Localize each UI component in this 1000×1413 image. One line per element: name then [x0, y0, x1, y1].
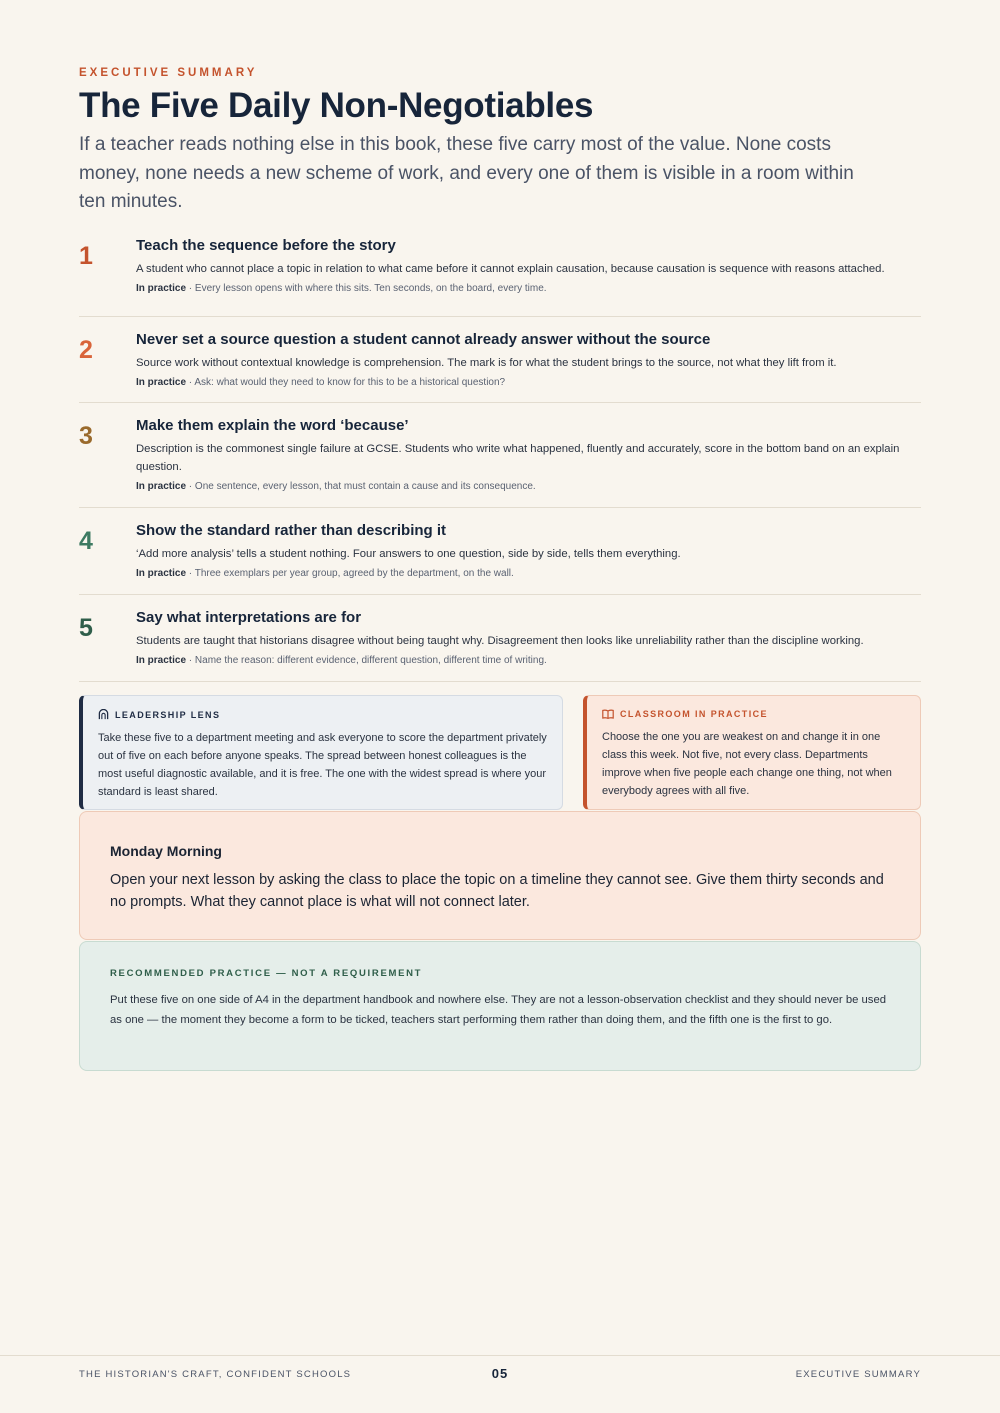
callout-title: LEADERSHIP LENS — [115, 709, 221, 720]
item-title: Make them explain the word ‘because’ — [136, 417, 409, 434]
item-title: Show the standard rather than describing it — [136, 522, 447, 539]
item-practice — [136, 567, 921, 581]
list-item — [79, 508, 921, 595]
practice-text: · Three exemplars per year group, agreed by the department, on the wall. — [186, 568, 514, 579]
callout-text: Choose the one you are weakest on and change it in one class this week. Not five, not every class. Departments improve when five people each change one thing, not when everybody agrees with all five. — [602, 731, 892, 797]
list-item — [79, 236, 921, 317]
monday-morning-text: Open your next lesson by asking the class to place the topic on a timeline they cannot see. Give them thirty seconds and no prompts. What they cannot place is what will not connect later. — [110, 872, 884, 910]
callout-title: CLASSROOM IN PRACTICE — [620, 709, 768, 719]
recommended-practice-box — [79, 941, 921, 1071]
item-number: 4 — [79, 527, 93, 555]
callout-text: Take these five to a department meeting and ask everyone to score the department privately out of five on each before anyone speaks. The spread between honest colleagues is the most useful diagnostic available, and it is free. The one with the widest spread is where your standard is least shared. — [98, 732, 547, 798]
leadership-lens-callout — [79, 695, 563, 810]
page-number: 05 — [491, 1366, 509, 1381]
item-description: Source work without contextual knowledge is comprehension. The mark is for what the student brings to the source, not what they lift from it. — [136, 357, 837, 369]
practice-label: In practice — [136, 283, 187, 294]
practice-text: · Every lesson opens with where this sits. Ten seconds, on the board, every time. — [186, 283, 547, 294]
list-item — [79, 595, 921, 682]
recommended-practice-text: Put these five on one side of A4 in the department handbook and nowhere else. They are not a lesson-observation checklist and they should never be used as one — the moment they become a form to be ticked, teachers start performing them rather than doing them, and the fifth one is the first to go. — [110, 994, 887, 1026]
item-practice — [136, 282, 921, 296]
monday-morning-heading: Monday Morning — [110, 843, 222, 859]
item-practice — [136, 654, 921, 668]
practice-label: In practice — [136, 568, 187, 579]
item-practice — [136, 480, 921, 494]
section-eyebrow: EXECUTIVE SUMMARY — [79, 67, 258, 79]
practice-text: · Ask: what would they need to know for this to be a historical question? — [186, 377, 506, 388]
classroom-in-practice-label — [602, 709, 906, 719]
item-title: Teach the sequence before the story — [136, 237, 396, 254]
book-icon — [602, 709, 614, 719]
practice-text: · Name the reason: different evidence, different question, different time of writing. — [186, 655, 547, 666]
recommended-practice-heading: RECOMMENDED PRACTICE — NOT A REQUIREMENT — [110, 968, 423, 979]
item-description: Description is the commonest single failure at GCSE. Students who write what happened, fluently and accurately, score in the bottom band on an explain question. — [136, 443, 900, 473]
item-number: 5 — [79, 614, 93, 642]
item-practice — [136, 376, 921, 390]
classroom-in-practice-callout — [583, 695, 921, 810]
practice-text: · One sentence, every lesson, that must contain a cause and its consequence. — [186, 481, 536, 492]
item-number: 3 — [79, 422, 93, 450]
monday-morning-box — [79, 811, 921, 940]
footer-book-title: THE HISTORIAN'S CRAFT, CONFIDENT SCHOOLS — [79, 1369, 352, 1380]
list-item — [79, 403, 921, 508]
page-title: The Five Daily Non-Negotiables — [79, 86, 594, 125]
item-title: Say what interpretations are for — [136, 609, 362, 626]
footer-divider — [0, 1355, 1000, 1356]
page-footer — [79, 1366, 921, 1384]
leadership-lens-label — [98, 709, 548, 720]
footer-section-title: EXECUTIVE SUMMARY — [795, 1369, 921, 1380]
non-negotiables-list — [79, 236, 921, 682]
intro-paragraph: If a teacher reads nothing else in this book, these five carry most of the value. None costs money, none needs a new scheme of work, and every one of them is visible in a room within ten minutes. — [79, 134, 854, 212]
arch-icon — [98, 709, 109, 720]
item-title: Never set a source question a student cannot already answer without the source — [136, 331, 711, 348]
practice-label: In practice — [136, 377, 187, 388]
item-description: ‘Add more analysis’ tells a student nothing. Four answers to one question, side by side, tells them everything. — [136, 548, 681, 560]
item-description: Students are taught that historians disagree without being taught why. Disagreement then looks like unreliability rather than the discipline working. — [136, 635, 864, 647]
item-number: 1 — [79, 242, 93, 270]
list-item — [79, 317, 921, 403]
item-number: 2 — [79, 336, 93, 364]
practice-label: In practice — [136, 481, 187, 492]
item-description: A student who cannot place a topic in relation to what came before it cannot explain causation, because causation is sequence with reasons attached. — [136, 263, 885, 275]
practice-label: In practice — [136, 655, 187, 666]
